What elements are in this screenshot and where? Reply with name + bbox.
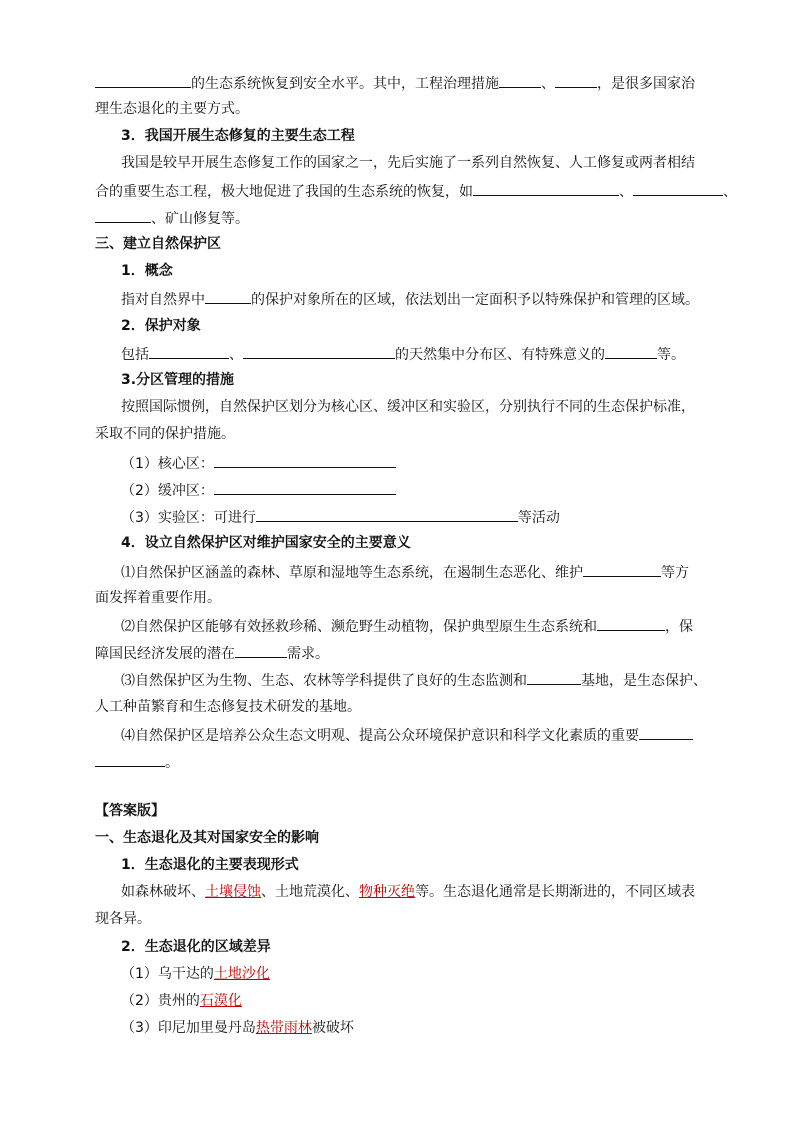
text: ⑶自然保护区为生物、生态、农林等学科提供了良好的生态监测和 <box>121 673 527 689</box>
text: 等活动 <box>517 510 560 526</box>
answer-text: 物种灭绝 <box>359 884 415 900</box>
text: 基地，是生态保护、 <box>581 673 707 689</box>
text: 合的重要生态工程，极大地促进了我国的生态系统的恢复，如 <box>95 184 473 200</box>
text: （1）核心区： <box>121 456 214 472</box>
text: （2）贵州的 <box>121 993 200 1009</box>
fill-blank <box>527 669 581 685</box>
section-heading: 2．生态退化的区域差异 <box>121 939 271 955</box>
paragraph-line <box>121 615 693 637</box>
fill-blank <box>95 72 191 88</box>
paragraph-line: 我国是较早开展生态修复工作的国家之一，先后实施了一系列自然恢复、人工修复或两者相结 <box>121 155 695 171</box>
list-item <box>121 479 396 501</box>
paragraph-line <box>95 180 737 202</box>
paragraph-line: 面发挥着重要作用。 <box>95 590 221 606</box>
section-heading: 2．保护对象 <box>121 318 201 334</box>
list-item <box>121 452 396 474</box>
paragraph-line <box>121 561 689 583</box>
section-heading: 4．设立自然保护区对维护国家安全的主要意义 <box>121 535 411 551</box>
fill-blank <box>149 343 229 359</box>
list-item <box>121 991 242 1011</box>
section-heading: 3.分区管理的措施 <box>121 372 235 388</box>
text: ⑷自然保护区是培养公众生态文明观、提高公众环境保护意识和科学文化素质的重要 <box>121 728 639 744</box>
text: 、 <box>723 184 737 200</box>
paragraph-line <box>121 724 693 746</box>
paragraph-line: 人工种苗繁育和生态修复技术研发的基地。 <box>95 699 361 715</box>
text: （3）印尼加里曼丹岛 <box>121 1020 256 1036</box>
fill-blank <box>214 479 396 495</box>
text: ⑵自然保护区能够有效拯救珍稀、濒危野生动植物，保护典型原生生态系统和 <box>121 619 597 635</box>
text: 包括 <box>121 347 149 363</box>
text: （3）实验区：可进行 <box>121 510 256 526</box>
paragraph-line <box>95 99 249 119</box>
fill-blank <box>95 751 165 767</box>
text: 障国民经济发展的潜在 <box>95 646 235 662</box>
fill-blank <box>499 72 541 88</box>
fill-blank <box>639 724 693 740</box>
text: 的保护对象所在的区域，依法划出一定面积予以特殊保护和管理的区域。 <box>251 292 699 308</box>
answer-text: 土地沙化 <box>213 966 270 982</box>
text: 指对自然界中 <box>121 292 205 308</box>
paragraph-line: 现各异。 <box>95 911 151 927</box>
fill-blank <box>605 343 657 359</box>
paragraph-line <box>121 343 685 365</box>
section-heading: 1．概念 <box>121 263 173 279</box>
fill-blank <box>243 343 395 359</box>
text: 、 <box>229 347 243 363</box>
fill-blank <box>256 506 518 522</box>
paragraph-line <box>95 751 179 773</box>
fill-blank <box>583 561 661 577</box>
fill-blank <box>597 615 665 631</box>
paragraph-line: 采取不同的保护措施。 <box>95 426 235 442</box>
section-heading: 3．我国开展生态修复的主要生态工程 <box>121 128 355 144</box>
text: ，是很多国家治 <box>597 76 695 92</box>
answer-text: 石漠化 <box>199 993 242 1009</box>
fill-blank <box>214 452 396 468</box>
answer-text: 热带雨林 <box>255 1020 312 1036</box>
paragraph-line <box>95 72 695 94</box>
fill-blank <box>95 207 151 223</box>
text: 等方 <box>661 565 689 581</box>
list-item <box>121 964 270 984</box>
fill-blank <box>473 180 619 196</box>
paragraph-line <box>95 642 329 664</box>
text: 的天然集中分布区、有特殊意义的 <box>395 347 605 363</box>
chapter-heading: 一、生态退化及其对国家安全的影响 <box>95 830 319 846</box>
text: 被破坏 <box>311 1020 354 1036</box>
fill-blank <box>205 288 251 304</box>
text: 、土地荒漠化、 <box>261 884 359 900</box>
paragraph-line <box>95 207 249 229</box>
text: （2）缓冲区： <box>121 483 214 499</box>
answer-text: 土壤侵蚀 <box>205 884 261 900</box>
answer-label: 【答案版】 <box>95 803 165 819</box>
text: 、矿山修复等。 <box>151 211 249 227</box>
text: ，保 <box>665 619 693 635</box>
text: 、 <box>541 76 555 92</box>
text: 的生态系统恢复到安全水平。其中，工程治理措施 <box>191 76 499 92</box>
text: 、 <box>619 184 633 200</box>
text: 等。 <box>657 347 685 363</box>
section-heading: 1．生态退化的主要表现形式 <box>121 857 299 873</box>
paragraph-line: 按照国际惯例，自然保护区划分为核心区、缓冲区和实验区，分别执行不同的生态保护标准， <box>121 399 695 415</box>
text: 如森林破坏、 <box>121 884 205 900</box>
fill-blank <box>555 72 597 88</box>
list-item <box>121 1018 354 1038</box>
fill-blank <box>235 642 287 658</box>
text: 等。生态退化通常是长期渐进的，不同区域表 <box>415 884 695 900</box>
paragraph-line <box>121 288 699 310</box>
text: 需求。 <box>287 646 329 662</box>
text: 。 <box>165 755 179 771</box>
list-item <box>121 506 560 528</box>
chapter-heading: 三、建立自然保护区 <box>95 236 221 252</box>
paragraph-line <box>121 882 695 902</box>
fill-blank <box>633 180 723 196</box>
text: ⑴自然保护区涵盖的森林、草原和湿地等生态系统，在遏制生态恶化、维护 <box>121 565 583 581</box>
text: 理生态退化的主要方式。 <box>95 101 249 117</box>
text: （1）乌干达的 <box>121 966 214 982</box>
paragraph-line <box>121 669 707 691</box>
